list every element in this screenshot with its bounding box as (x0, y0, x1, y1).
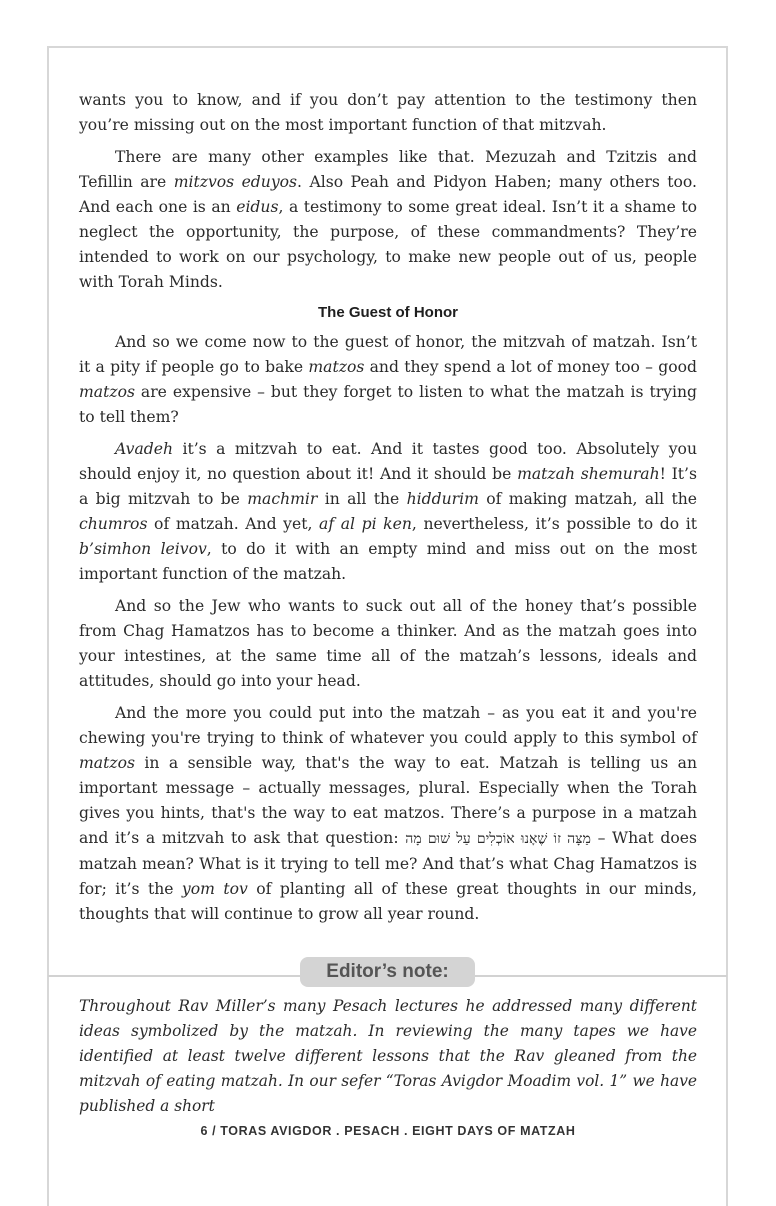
italic-term: Avadeh (115, 440, 173, 458)
editor-note-label: Editor’s note: (300, 957, 475, 987)
section-heading: The Guest of Honor (318, 304, 458, 321)
paragraph-text: in all the (317, 490, 407, 508)
main-text (79, 88, 697, 934)
paragraph-5 (79, 594, 697, 694)
paragraph-text: – What does matzah mean? What is it trying to tell me? And that’s what Chag Hamatzos is for; it’s the (79, 829, 697, 898)
page-footer: 6 / TORAS AVIGDOR . PESACH . EIGHT DAYS OF MATZAH (200, 1124, 576, 1138)
paragraph-text: There are many other examples like that. Mezuzah and Tzitzis and Tefillin are (79, 148, 697, 191)
paragraph-text: And the more you could put into the matzah – as you eat it and you're chewing you're trying to think of whatever you could apply to this symbol of (79, 704, 697, 747)
italic-term: machmir (247, 490, 318, 508)
italic-term: matzah shemurah (517, 465, 660, 483)
paragraph-2 (79, 145, 697, 295)
paragraph-text: of matzah. And yet, (147, 515, 320, 533)
paragraph-text: wants you to know, and if you don’t pay attention to the testimony then you’re missing out on the most important function of that mitzvah. (79, 91, 697, 134)
italic-term: eidus (236, 198, 279, 216)
paragraph-text: it’s a mitzvah to eat. And it tastes good too. Absolutely you should enjoy it, no question about it! And it should be (79, 440, 697, 483)
paragraph-text: And so the Jew who wants to suck out all of the honey that’s possible from Chag Hamatzos has to become a thinker. And as the matzah goes into your intestines, at the same time all of the matzah’s lessons, ideals and attitudes, should go into your head. (79, 597, 697, 690)
italic-term: matzos (79, 754, 135, 772)
italic-term: b’simhon leivov (79, 540, 207, 558)
italic-term: chumros (79, 515, 148, 533)
italic-term: yom tov (181, 880, 248, 898)
hebrew-quote: מַצָּה זוֹ שֶׁאָנוּ אוֹכְלִים עַל שׁוּם מָה (405, 831, 591, 847)
paragraph-text: of making matzah, all the (478, 490, 697, 508)
italic-term: matzos (308, 358, 365, 376)
italic-term: mitzvos eduyos (173, 173, 298, 191)
paragraph-text: and they spend a lot of money too – good (364, 358, 697, 376)
paragraph-3 (79, 330, 697, 430)
italic-term: hiddurim (406, 490, 479, 508)
italic-term: matzos (79, 383, 135, 401)
italic-term: af al pi ken (319, 515, 412, 533)
paragraph-text: ! It’s a big mitzvah to be (79, 465, 698, 508)
paragraph-text: of planting all of these great thoughts in our minds, thoughts that will continue to grow all year round. (79, 880, 698, 923)
paragraph-text: , a testimony to some great ideal. Isn’t it a shame to neglect the opportunity, the purpose, of these commandments? They’re intended to work on our psychology, to make new people out of us, people with Torah Minds. (79, 198, 697, 291)
paragraph-text: in a sensible way, that's the way to eat. Matzah is telling us an important message – actually messages, plural. Especially when the Torah gives you hints, that's the way to eat matzos. There’s a purpose in a matzah and it’s a mitzvah to ask that question: (79, 754, 697, 847)
paragraph-6 (79, 701, 697, 927)
paragraph-4 (79, 437, 697, 587)
paragraph-text: And so we come now to the guest of honor, the mitzvah of matzah. Isn’t it a pity if people go to bake (79, 333, 697, 376)
paragraph-text: . Also Peah and Pidyon Haben; many others too. And each one is an (79, 173, 697, 216)
paragraph-text: are expensive – but they forget to listen to what the matzah is trying to tell them? (79, 383, 697, 426)
paragraph-text: , nevertheless, it’s possible to do it (411, 515, 698, 533)
editor-note-text: Throughout Rav Miller’s many Pesach lectures he addressed many different ideas symbolized by the matzah. In reviewing the many tapes we have identified at least twelve different lessons that the Rav gleaned from the mitzvah of eating matzah. In our sefer “Toras Avigdor Moadim vol. 1” we have published a short (79, 997, 697, 1115)
paragraph-text: , to do it with an empty mind and miss out on the most important function of the matzah. (79, 540, 697, 583)
paragraph-1 (79, 88, 697, 138)
